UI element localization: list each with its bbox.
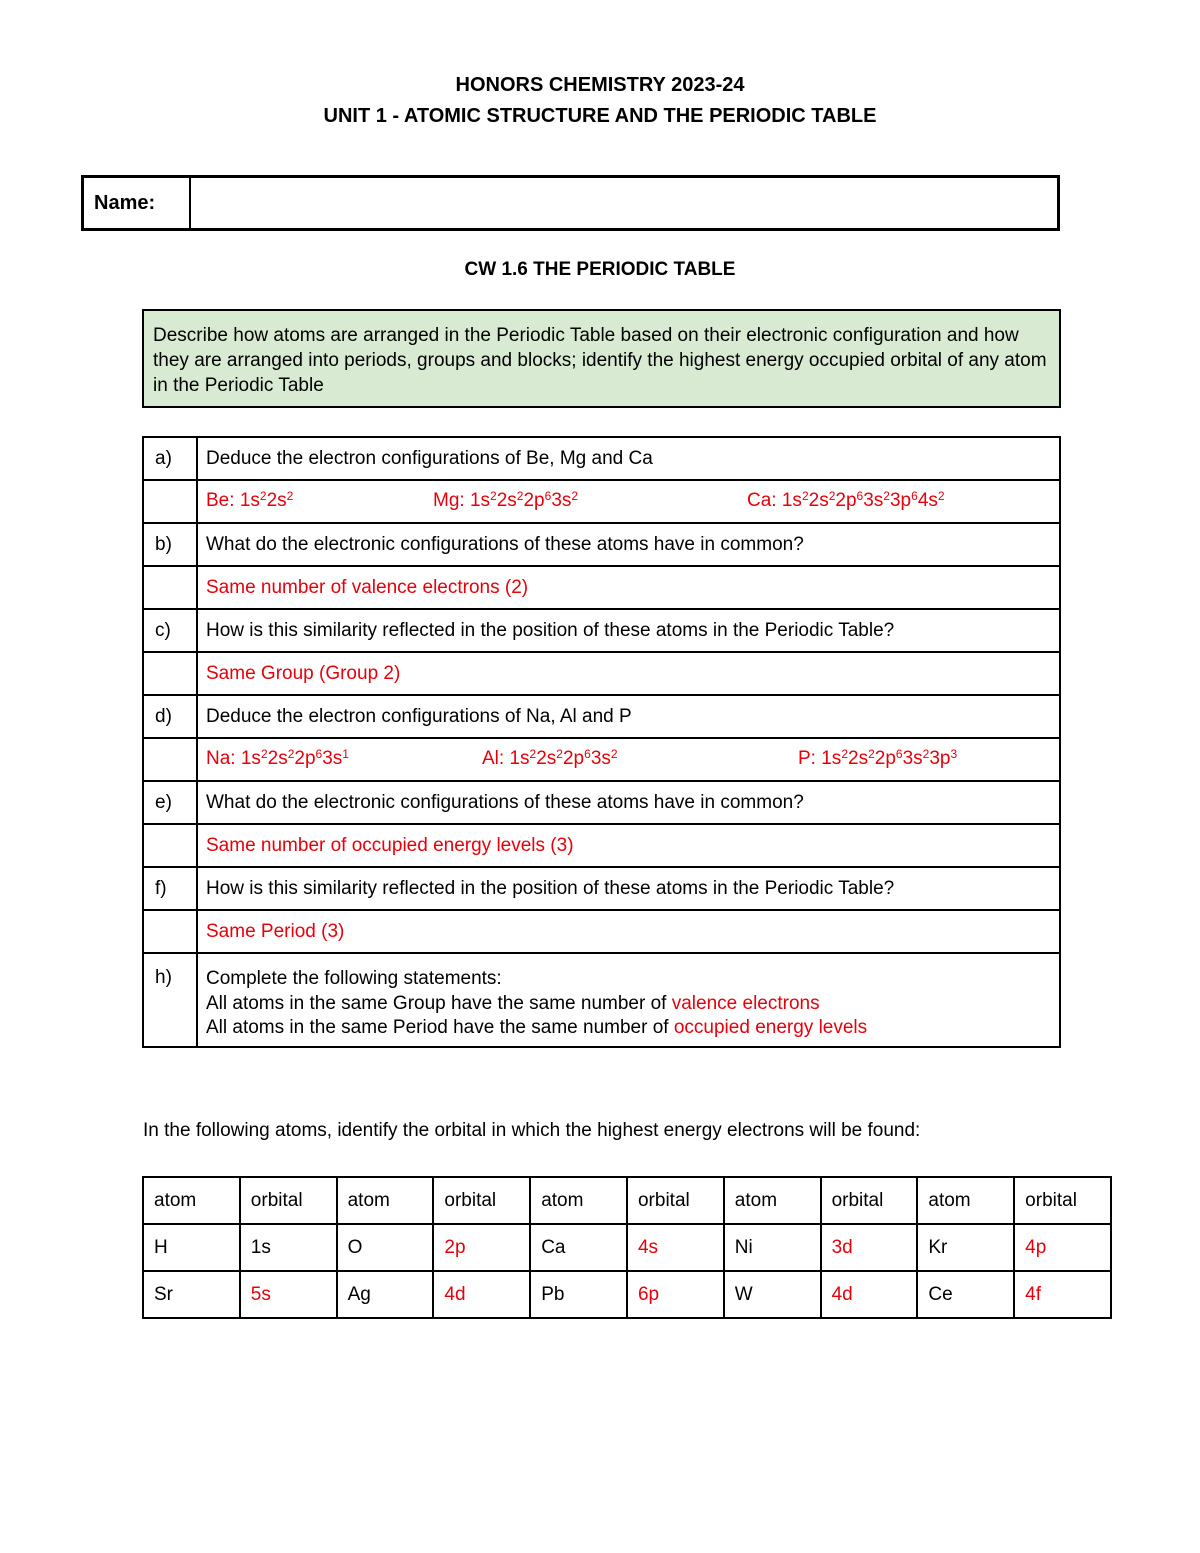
orbital-answer-cell[interactable]: 4s bbox=[627, 1224, 724, 1271]
header-cell: atom bbox=[530, 1177, 627, 1224]
answer-cell[interactable] bbox=[197, 738, 1060, 781]
answer-row bbox=[143, 910, 1060, 953]
label-cell bbox=[143, 652, 197, 695]
config-al: Al: $1s^22s^22p^63s^2$ bbox=[482, 746, 618, 769]
orbital-answer-cell[interactable]: 4d bbox=[433, 1271, 530, 1318]
course-title: HONORS CHEMISTRY 2023-24 bbox=[455, 74, 745, 96]
orbital-cell: 1s bbox=[240, 1224, 337, 1271]
orbital-answer-cell[interactable]: 4f bbox=[1014, 1271, 1111, 1318]
orbital-instructions: In the following atoms, identify the orbital in which the highest energy electrons will be found: bbox=[143, 1120, 921, 1141]
group-statement: All atoms in the same Group have the same number of valence electrons bbox=[206, 992, 820, 1014]
atom-cell: Ca bbox=[530, 1224, 627, 1271]
atom-cell: Ce bbox=[917, 1271, 1014, 1318]
answer-row bbox=[143, 480, 1060, 523]
orbital-answer-cell[interactable]: 4p bbox=[1014, 1224, 1111, 1271]
config-mg: Mg: $1s^22s^22p^63s^2$ bbox=[433, 488, 579, 511]
question-row bbox=[143, 953, 1060, 1047]
orbital-answer-cell[interactable]: 4d bbox=[821, 1271, 918, 1318]
objective-box: Describe how atoms are arranged in the Periodic Table based on their electronic configuration and how they are arranged into periods, groups and blocks; identify the highest energy occupied orbital of any atom in the Periodic Table bbox=[142, 309, 1061, 408]
answer-row bbox=[143, 738, 1060, 781]
question-label: a) bbox=[143, 437, 197, 480]
name-label: Name: bbox=[84, 178, 191, 228]
question-label: b) bbox=[143, 523, 197, 566]
header-cell: orbital bbox=[240, 1177, 337, 1224]
atom-cell: W bbox=[724, 1271, 821, 1318]
atom-cell: Ag bbox=[337, 1271, 434, 1318]
atom-cell: Kr bbox=[917, 1224, 1014, 1271]
question-text: What do the electronic configurations of these atoms have in common? bbox=[197, 781, 1060, 824]
question-label: d) bbox=[143, 695, 197, 738]
question-text: Deduce the electron configurations of Na, Al and P bbox=[197, 695, 1060, 738]
group-answer[interactable]: valence electrons bbox=[671, 992, 820, 1014]
label-cell bbox=[143, 480, 197, 523]
config-na: Na: $1s^22s^22p^63s^1$ bbox=[206, 746, 349, 769]
name-field[interactable] bbox=[191, 178, 1057, 228]
atom-cell: O bbox=[337, 1224, 434, 1271]
label-cell bbox=[143, 910, 197, 953]
header-cell: atom bbox=[143, 1177, 240, 1224]
label-cell bbox=[143, 738, 197, 781]
question-text: How is this similarity reflected in the position of these atoms in the Periodic Table? bbox=[197, 867, 1060, 910]
orbital-row bbox=[143, 1224, 1111, 1271]
question-row bbox=[143, 523, 1060, 566]
header-cell: atom bbox=[337, 1177, 434, 1224]
question-row bbox=[143, 609, 1060, 652]
question-row bbox=[143, 781, 1060, 824]
period-answer[interactable]: occupied energy levels bbox=[673, 1017, 868, 1038]
header-cell: orbital bbox=[821, 1177, 918, 1224]
orbital-header-row bbox=[143, 1177, 1111, 1224]
answer-cell[interactable] bbox=[197, 480, 1060, 523]
question-label: h) bbox=[143, 953, 197, 1047]
header-cell: atom bbox=[724, 1177, 821, 1224]
question-text: What do the electronic configurations of these atoms have in common? bbox=[197, 523, 1060, 566]
header-cell: atom bbox=[917, 1177, 1014, 1224]
question-label: c) bbox=[143, 609, 197, 652]
orbital-table bbox=[142, 1176, 1112, 1319]
questions-table bbox=[142, 436, 1061, 1048]
question-label: e) bbox=[143, 781, 197, 824]
worksheet-title: CW 1.6 THE PERIODIC TABLE bbox=[464, 259, 736, 280]
name-box bbox=[81, 175, 1060, 231]
atom-cell: Sr bbox=[143, 1271, 240, 1318]
question-row bbox=[143, 695, 1060, 738]
label-cell bbox=[143, 566, 197, 609]
unit-title: UNIT 1 - ATOMIC STRUCTURE AND THE PERIODIC TABLE bbox=[323, 105, 877, 127]
config-p: P: $1s^22s^22p^63s^23p^3$ bbox=[798, 746, 958, 769]
atom-cell: H bbox=[143, 1224, 240, 1271]
answer-cell[interactable]: Same Period (3) bbox=[197, 910, 1060, 953]
config-be: Be: $1s^22s^2$ bbox=[206, 488, 294, 511]
header-cell: orbital bbox=[1014, 1177, 1111, 1224]
question-text: Deduce the electron configurations of Be, Mg and Ca bbox=[197, 437, 1060, 480]
label-cell bbox=[143, 824, 197, 867]
orbital-answer-cell[interactable]: 6p bbox=[627, 1271, 724, 1318]
statements-cell bbox=[197, 953, 1060, 1047]
answer-row bbox=[143, 824, 1060, 867]
answer-cell[interactable]: Same number of occupied energy levels (3) bbox=[197, 824, 1060, 867]
question-text: How is this similarity reflected in the position of these atoms in the Periodic Table? bbox=[197, 609, 1060, 652]
atom-cell: Ni bbox=[724, 1224, 821, 1271]
question-row bbox=[143, 437, 1060, 480]
question-row bbox=[143, 867, 1060, 910]
answer-cell[interactable]: Same number of valence electrons (2) bbox=[197, 566, 1060, 609]
config-ca: Ca: $1s^22s^22p^63s^23p^64s^2$ bbox=[747, 488, 945, 511]
atom-cell: Pb bbox=[530, 1271, 627, 1318]
statements-intro: Complete the following statements: bbox=[206, 968, 502, 989]
question-label: f) bbox=[143, 867, 197, 910]
orbital-answer-cell[interactable]: 5s bbox=[240, 1271, 337, 1318]
header-cell: orbital bbox=[433, 1177, 530, 1224]
period-statement: All atoms in the same Period have the same number of occupied energy levels bbox=[206, 1017, 868, 1038]
orbital-row bbox=[143, 1271, 1111, 1318]
orbital-answer-cell[interactable]: 3d bbox=[821, 1224, 918, 1271]
orbital-answer-cell[interactable]: 2p bbox=[433, 1224, 530, 1271]
answer-row bbox=[143, 566, 1060, 609]
header-cell: orbital bbox=[627, 1177, 724, 1224]
answer-row bbox=[143, 652, 1060, 695]
answer-cell[interactable]: Same Group (Group 2) bbox=[197, 652, 1060, 695]
